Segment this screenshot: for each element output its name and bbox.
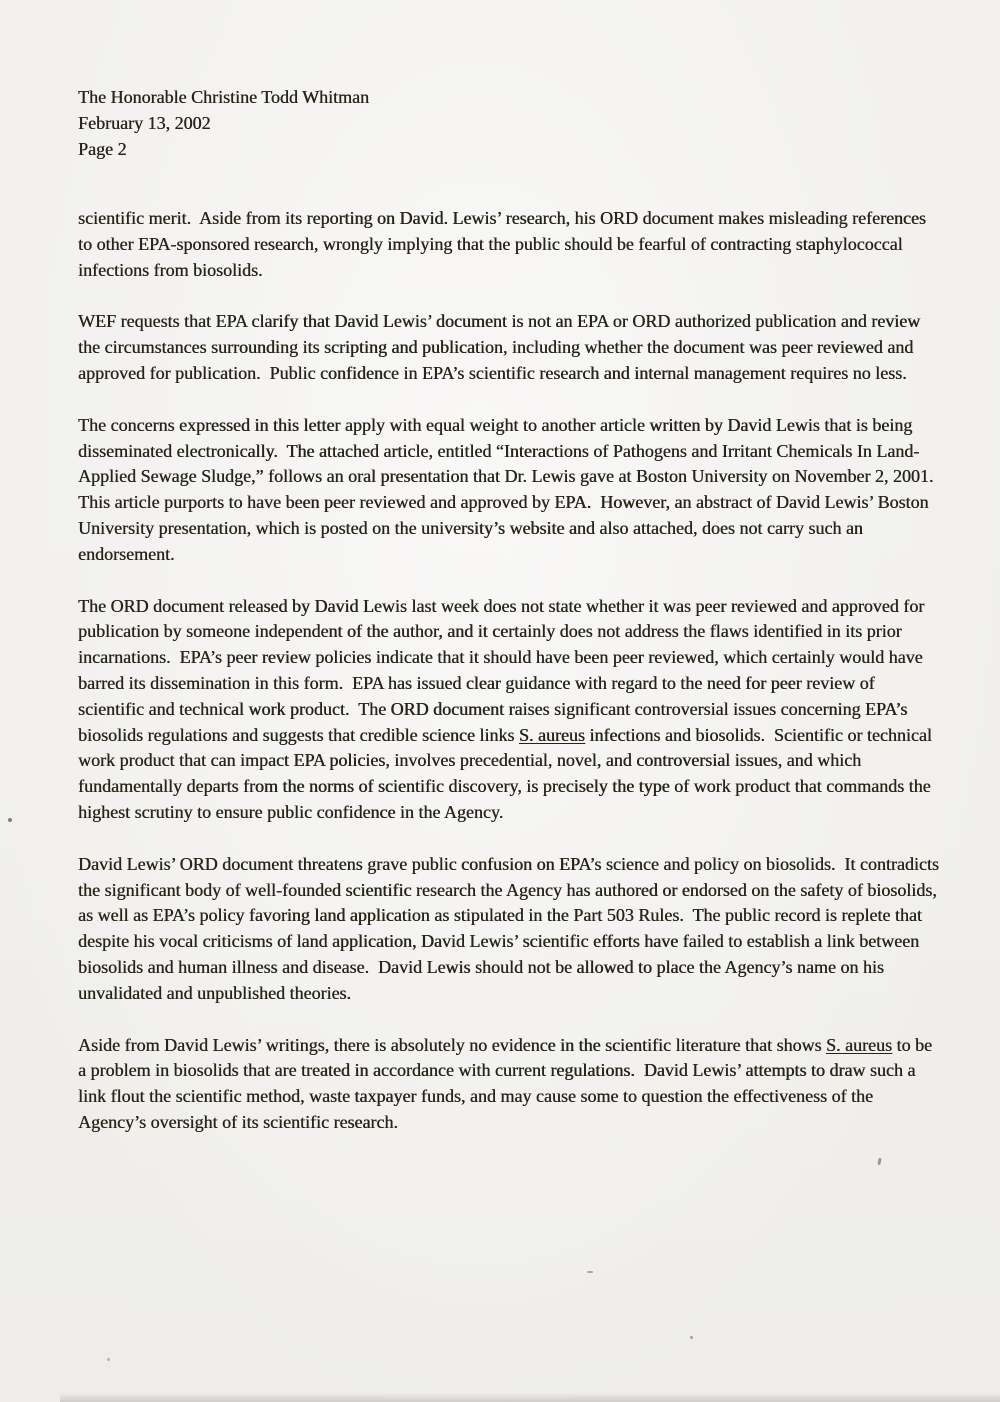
letter-paragraph [78,594,942,826]
letter-paragraph [78,1033,942,1136]
letter-paragraph [78,413,942,568]
text-segment: scientific merit. Aside from its reporting on David. Lewis’ research, his ORD document makes misleading references to other EPA-sponsored research, wrongly implying that the public should be fearful of contracting staphylococcal infections from biosolids. [78,208,931,280]
text-segment: to be a problem in biosolids that are treated in accordance with current regulations. David Lewis’ attempts to draw such a link flout the scientific method, waste taxpayer funds, and may cause some to question the effectiveness of the Agency’s oversight of its scientific research. [78,1034,937,1132]
letter-paragraph [78,852,942,1007]
scan-speck [877,1158,881,1165]
letter-body [78,206,942,1136]
date-line: February 13, 2002 [78,113,211,133]
text-segment: The ORD document released by David Lewis last week does not state whether it was peer reviewed and approved for publication by someone independent of the author, and it certainly does not address the flaws identified in its prior incarnations. EPA’s peer review policies indicate that it should have been peer reviewed, which certainly would have barred its dissemination in this form. EPA has issued clear guidance with regard to the need for peer review of scientific and technical work product. The ORD document raises significant controversial issues concerning EPA’s biosolids regulations and suggests that credible science links [78,595,929,745]
text-segment: WEF requests that EPA clarify that David Lewis’ document is not an EPA or ORD authorized publication and review the circumstances surrounding its scripting and publication, including whether the document was peer reviewed and approved for publication. Public confidence in EPA’s scientific research and internal management requires no less. [78,311,925,383]
text-segment: The concerns expressed in this letter apply with equal weight to another article written by David Lewis that is being disseminated electronically. The attached article, entitled “Interactions of Pathogens and Irritant Chemicals In Land-Applied Sewage Sludge,” follows an oral presentation that Dr. Lewis gave at Boston University on November 2, 2001. This article purports to have been peer reviewed and approved by EPA. However, an abstract of David Lewis’ Boston University presentation, which is posted on the university’s website and also attached, does not carry such an endorsement. [78,414,943,564]
text-segment: infections and biosolids. Scientific or technical work product that can impact EPA policies, involves precedential, novel, and controversial issues, and which fundamentally departs from the norms of scientific discovery, is precisely the type of work product that commands the highest scrutiny to ensure public confidence in the Agency. [78,724,937,822]
letter-paragraph [78,206,942,283]
underlined-term: S. aureus [825,1034,892,1055]
scan-speck [8,818,12,822]
scan-speck [107,1358,110,1361]
letter-content [78,84,942,1162]
page-number-line: Page 2 [78,139,127,159]
text-segment: David Lewis’ ORD document threatens grave public confusion on EPA’s science and policy on biosolids. It contradicts the significant body of well-founded scientific research the Agency has authored or endorsed on the safety of biosolids, as well as EPA’s policy favoring land application as stipulated in the Part 503 Rules. The public record is replete that despite his vocal criticisms of land application, David Lewis’ scientific efforts have failed to establish a link between biosolids and human illness and disease. David Lewis should not be allowed to place the Agency’s name on his unvalidated and unpublished theories. [78,853,944,1003]
underlined-term: S. aureus [518,724,585,745]
text-segment: Aside from David Lewis’ writings, there is absolutely no evidence in the scientific literature that shows [78,1034,826,1055]
recipient-line: The Honorable Christine Todd Whitman [78,87,370,107]
letter-header [78,84,942,162]
scan-edge-shadow [60,1393,1000,1402]
scan-speck [587,1271,593,1273]
letter-paragraph [78,309,942,386]
scan-speck [690,1336,693,1339]
